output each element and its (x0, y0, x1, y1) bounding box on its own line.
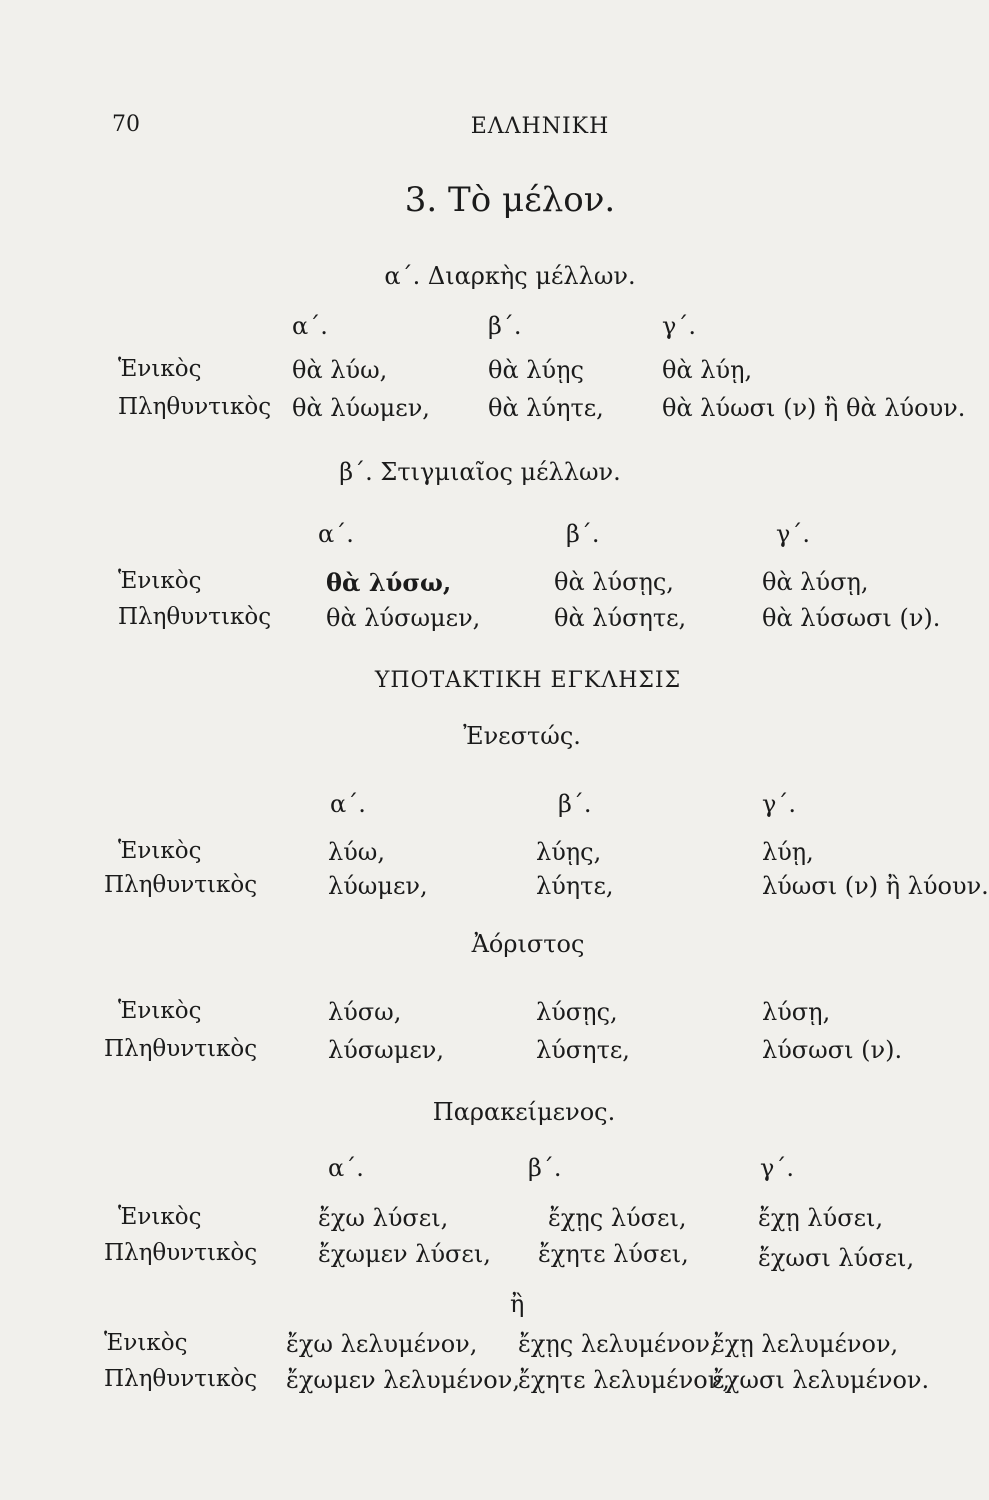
cell: ἔχωμεν λύσει, (318, 1240, 491, 1268)
cell: λύσῃ, (762, 998, 831, 1026)
cell: θὰ λύωσι (ν) ἢ θὰ λύουν. (662, 394, 966, 422)
col-label-a: α΄. (292, 312, 328, 340)
subjunctive-heading: ΥΠΟΤΑΚΤΙΚΗ ΕΓΚΛΗΣΙΣ (374, 668, 682, 693)
cell: ἔχωμεν λελυμένον, (286, 1366, 520, 1394)
cell: ἔχῃς λελυμένον, (518, 1330, 718, 1358)
perfect-heading: Παρακείμενος. (432, 1098, 616, 1126)
row-label-plural: Πληθυντικὸς (118, 604, 272, 630)
col-label-a: α΄. (330, 790, 366, 818)
cell: λύσω, (328, 998, 402, 1026)
cell: θὰ λύσῃς, (554, 568, 674, 596)
present-heading: Ἐνεστώς. (463, 722, 581, 750)
cell: λύσητε, (536, 1036, 630, 1064)
col-label-c: γ΄. (762, 790, 796, 818)
cell: θὰ λύσῃ, (762, 568, 869, 596)
col-label-c: γ΄. (662, 312, 696, 340)
col-label-a: α΄. (328, 1154, 364, 1182)
cell: λύσωμεν, (328, 1036, 445, 1064)
or-word: ἢ (510, 1290, 525, 1318)
cell: λύω, (328, 838, 385, 866)
running-head: ΕΛΛΗΝΙΚΗ (470, 114, 610, 139)
row-label-singular: Ἑνικὸς (118, 838, 202, 864)
cell: ἔχητε λελυμένον, (518, 1366, 730, 1394)
cell: θὰ λύσωσι (ν). (762, 604, 941, 632)
cell: λύητε, (536, 872, 614, 900)
cell: θὰ λύσω, (326, 568, 452, 597)
page-number: 70 (112, 112, 140, 137)
cell: ἔχητε λύσει, (538, 1240, 689, 1268)
cell: λύωμεν, (328, 872, 428, 900)
col-label-a: α΄. (318, 520, 354, 548)
col-label-b: β΄. (528, 1154, 562, 1182)
row-label-singular: Ἑνικὸς (118, 356, 202, 382)
cell: θὰ λύω, (292, 356, 388, 384)
cell: ἔχῃ λύσει, (758, 1204, 884, 1232)
cell: θὰ λύῃ, (662, 356, 753, 384)
cell: λύῃ, (762, 838, 814, 866)
cell: ἔχωσι λελυμένον. (712, 1366, 930, 1394)
cell: ἔχω λελυμένον, (286, 1330, 478, 1358)
cell: ἔχω λύσει, (318, 1204, 449, 1232)
col-label-c: γ΄. (760, 1154, 794, 1182)
row-label-singular: Ἑνικὸς (118, 568, 202, 594)
cell: ἔχῃς λύσει, (548, 1204, 687, 1232)
row-label-plural: Πληθυντικὸς (104, 872, 258, 898)
cell: θὰ λύσητε, (554, 604, 687, 632)
cell: θὰ λύητε, (488, 394, 604, 422)
row-label-plural: Πληθυντικὸς (104, 1240, 258, 1266)
cell: ἔχῃ λελυμένον, (712, 1330, 899, 1358)
aorist-heading: Ἀόριστος (471, 930, 585, 958)
row-label-singular: Ἑνικὸς (118, 1204, 202, 1230)
cell: λύῃς, (536, 838, 602, 866)
row-label-plural: Πληθυντικὸς (118, 394, 272, 420)
row-label-plural: Πληθυντικὸς (104, 1366, 258, 1392)
cell: λύσωσι (ν). (762, 1036, 903, 1064)
col-label-b: β΄. (558, 790, 592, 818)
col-label-b: β΄. (488, 312, 522, 340)
col-label-b: β΄. (566, 520, 600, 548)
cell: ἔχωσι λύσει, (758, 1244, 915, 1272)
cell: θὰ λύωμεν, (292, 394, 430, 422)
cell: λύσῃς, (536, 998, 618, 1026)
row-label-singular: Ἑνικὸς (104, 1330, 188, 1356)
row-label-singular: Ἑνικὸς (118, 998, 202, 1024)
cell: θὰ λύῃς (488, 356, 584, 384)
cell: λύωσι (ν) ἢ λύουν. (762, 872, 989, 900)
section-heading-momentary: β΄. Στιγμιαῖος μέλλων. (339, 458, 621, 486)
cell: θὰ λύσωμεν, (326, 604, 481, 632)
section-heading-durative: α΄. Διαρκὴς μέλλων. (384, 262, 636, 290)
row-label-plural: Πληθυντικὸς (104, 1036, 258, 1062)
chapter-title: 3. Τὸ μέλον. (404, 180, 616, 220)
col-label-c: γ΄. (776, 520, 810, 548)
